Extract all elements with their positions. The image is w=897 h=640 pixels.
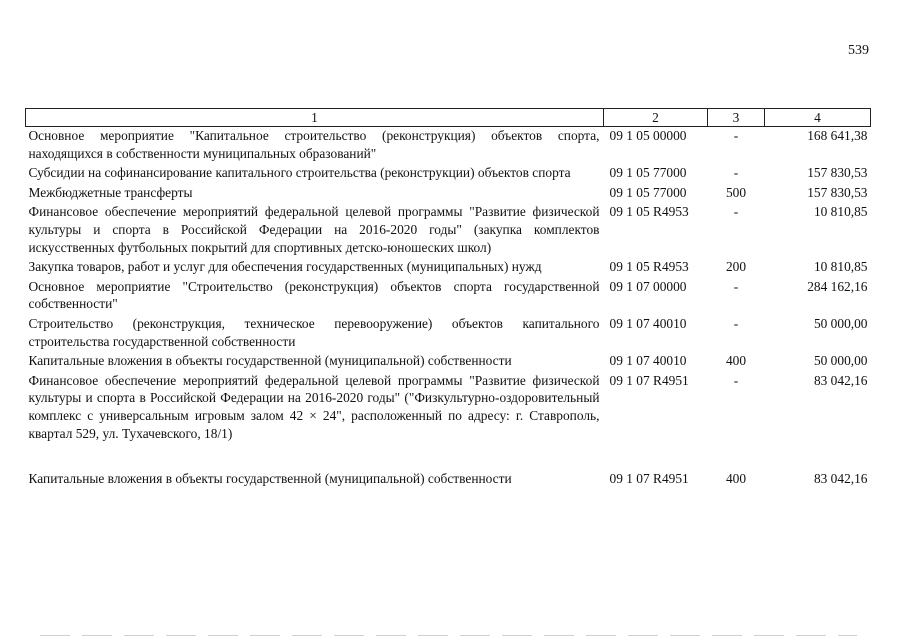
row-amount: 50 000,00 — [813, 353, 868, 369]
row-name: Финансовое обеспечение мероприятий федеральной целевой программы "Развитие физической культуры и спорта в Российской Федерации на 2016-2020 годы" ("Физкультурно-оздоровительный комплекс с универсальным игровым залом 42 × 24", расположенный по адресу: г. Ставрополь, квартал 529, ул. Тухачевского, 18/1) — [28, 372, 600, 441]
row-code: 09 1 05 00000 — [609, 128, 687, 143]
row-name: Строительство (реконструкция, техническое перевооружение) объектов капитального строительства государственной собственности — [28, 315, 600, 349]
row-name: Основное мероприятие "Строительство (реконструкция) объектов спорта государственной собственности" — [28, 278, 600, 312]
row-code: 09 1 05 R4953 — [609, 204, 689, 220]
row-amount: 50 000,00 — [813, 315, 868, 331]
row-code: 09 1 07 40010 — [609, 353, 687, 369]
row-code: 09 1 05 77000 — [609, 184, 687, 200]
row-type: 500 — [725, 184, 747, 200]
table-row — [26, 127, 871, 165]
row-code: 09 1 07 R4951 — [609, 372, 689, 388]
table-header-row — [26, 109, 871, 127]
table-row — [26, 352, 871, 372]
row-type: - — [733, 315, 739, 331]
table-row — [26, 278, 871, 315]
table-row — [26, 164, 871, 184]
row-type: 400 — [725, 353, 747, 369]
row-type: - — [733, 165, 739, 181]
row-name: Капитальные вложения в объекты государственной (муниципальной) собственности — [28, 353, 512, 369]
row-type: - — [733, 372, 739, 388]
row-code: 09 1 05 R4953 — [609, 259, 689, 275]
row-code: 09 1 05 77000 — [609, 165, 687, 181]
row-name: Субсидии на софинансирование капитального строительства (реконструкции) объектов спорта — [28, 165, 571, 181]
column-header-type: 3 — [708, 109, 765, 127]
table-row — [26, 258, 871, 278]
row-name: Капитальные вложения в объекты государственной (муниципальной) собственности — [28, 471, 512, 487]
row-name: Финансовое обеспечение мероприятий федеральной целевой программы "Развитие физической культуры и спорта в Российской Федерации на 2016-2020 годы" (закупка комплектов искусственных футбольных покрытий для спортивных детско-юношеских школ) — [28, 204, 600, 255]
row-code: 09 1 07 00000 — [609, 278, 687, 294]
row-code: 09 1 07 40010 — [609, 315, 687, 331]
row-type: 400 — [725, 471, 747, 487]
row-type: - — [733, 278, 739, 294]
column-header-amount: 4 — [765, 109, 871, 127]
row-amount: 157 830,53 — [807, 184, 868, 200]
row-amount: 10 810,85 — [813, 259, 868, 275]
page-number: 539 — [848, 43, 869, 58]
row-name: Основное мероприятие "Капитальное строительство (реконструкция) объектов спорта, находящихся в собственности муниципальных образований" — [28, 128, 600, 161]
column-header-name: 1 — [26, 109, 604, 127]
row-name: Закупка товаров, работ и услуг для обеспечения государственных (муниципальных) нужд — [28, 259, 542, 275]
row-amount: 10 810,85 — [813, 204, 868, 220]
row-amount: 157 830,53 — [807, 165, 868, 181]
table-row — [26, 315, 871, 352]
column-header-code: 2 — [604, 109, 708, 127]
row-amount: 168 641,38 — [807, 128, 868, 143]
table-row — [26, 444, 871, 490]
table-row — [26, 184, 871, 204]
row-amount: 83 042,16 — [813, 471, 868, 487]
budget-table — [25, 108, 871, 490]
scan-artifact-line — [40, 635, 857, 636]
row-type: - — [733, 128, 739, 143]
row-name: Межбюджетные трансферты — [28, 184, 193, 200]
row-type: - — [733, 204, 739, 220]
row-code: 09 1 07 R4951 — [609, 471, 689, 487]
row-amount: 83 042,16 — [813, 372, 868, 388]
row-type: 200 — [725, 259, 747, 275]
row-amount: 284 162,16 — [807, 278, 868, 294]
table-row — [26, 203, 871, 258]
table-row — [26, 372, 871, 444]
